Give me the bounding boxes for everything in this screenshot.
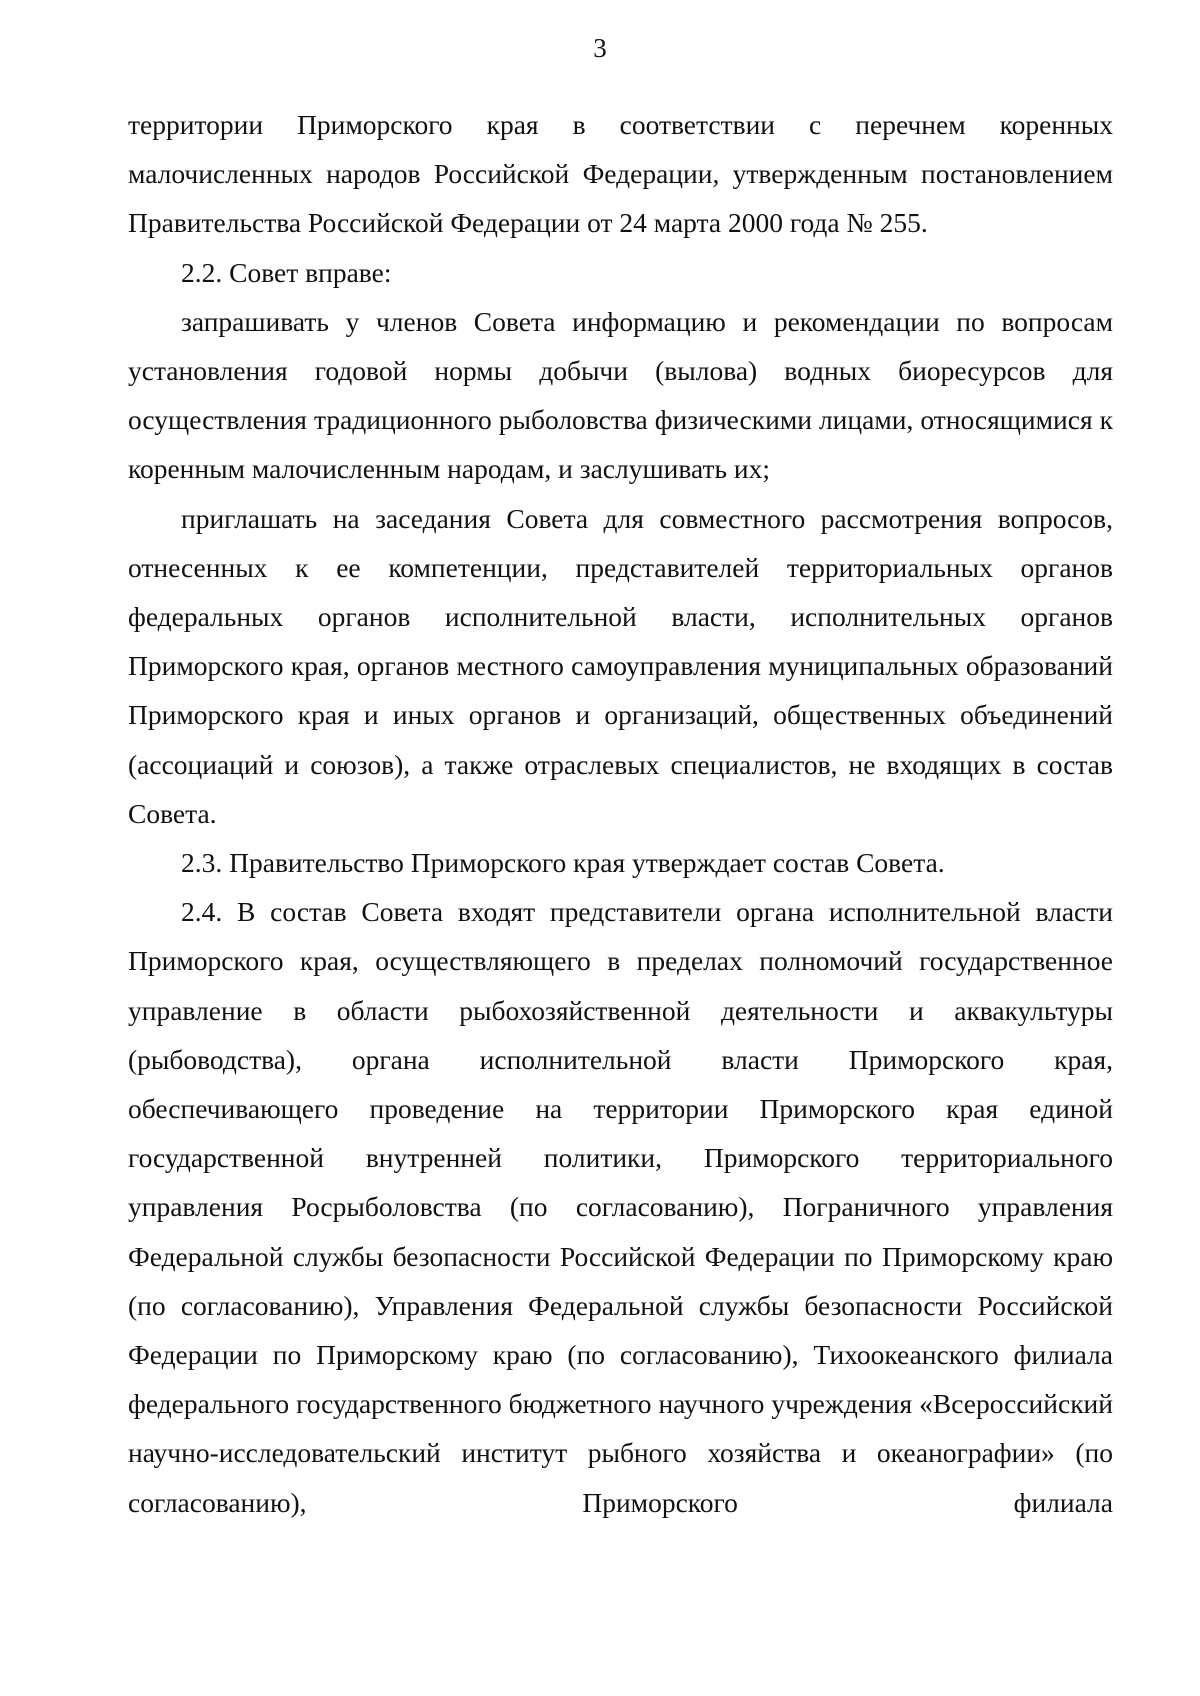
paragraph-invite-representatives: приглашать на заседания Совета для совместного рассмотрения вопросов, отнесенных к ее компетенции, представителей территориальных органов федеральных органов исполнительной власти, исполнительных органов Приморского края, органов местного самоуправления муниципальных образований Приморского края и иных органов и организаций, общественных объединений (ассоциаций и союзов), а также отраслевых специалистов, не входящих в состав Совета. — [128, 502, 1113, 829]
paragraph-government-approves-composition: 2.3. Правительство Приморского края утверждает состав Совета. — [181, 847, 945, 879]
paragraph-council-composition: 2.4. В состав Совета входят представители органа исполнительной власти Приморского края, осуществляющего в пределах полномочий государственное управление в области рыбохозяйственной деятельности и аквакультуры (рыбоводства), органа исполнительной власти Приморского края, обеспечивающего проведение на территории Приморского края единой государственной внутренней политики, Приморского территориального управления Росрыболовства (по согласованию), Пограничного управления Федеральной службы безопасности Российской Федерации по Приморскому краю (по согласованию), Управления Федеральной службы безопасности Российской Федерации по Приморскому краю (по согласованию), Тихоокеанского филиала федерального государственного бюджетного научного учреждения «Всероссийский научно-исследовательский институт рыбного хозяйства и океанографии» (по согласованию), Приморского филиала — [128, 896, 1113, 1518]
page-number: 3 — [593, 33, 607, 63]
document-body — [128, 100, 1113, 1527]
paragraph-council-rights-heading: 2.2. Совет вправе: — [181, 256, 392, 288]
paragraph-indigenous-peoples-list: территории Приморского края в соответствии с перечнем коренных малочисленных народов Российской Федерации, утвержденным постановлением Правительства Российской Федерации от 24 марта 2000 года № 255. — [128, 109, 1113, 239]
paragraph-request-information: запрашивать у членов Совета информацию и рекомендации по вопросам установления годовой нормы добычи (вылова) водных биоресурсов для осуществления традиционного рыболовства физическими лицами, относящимися к коренным малочисленным народам, и заслушивать их; — [128, 305, 1113, 485]
